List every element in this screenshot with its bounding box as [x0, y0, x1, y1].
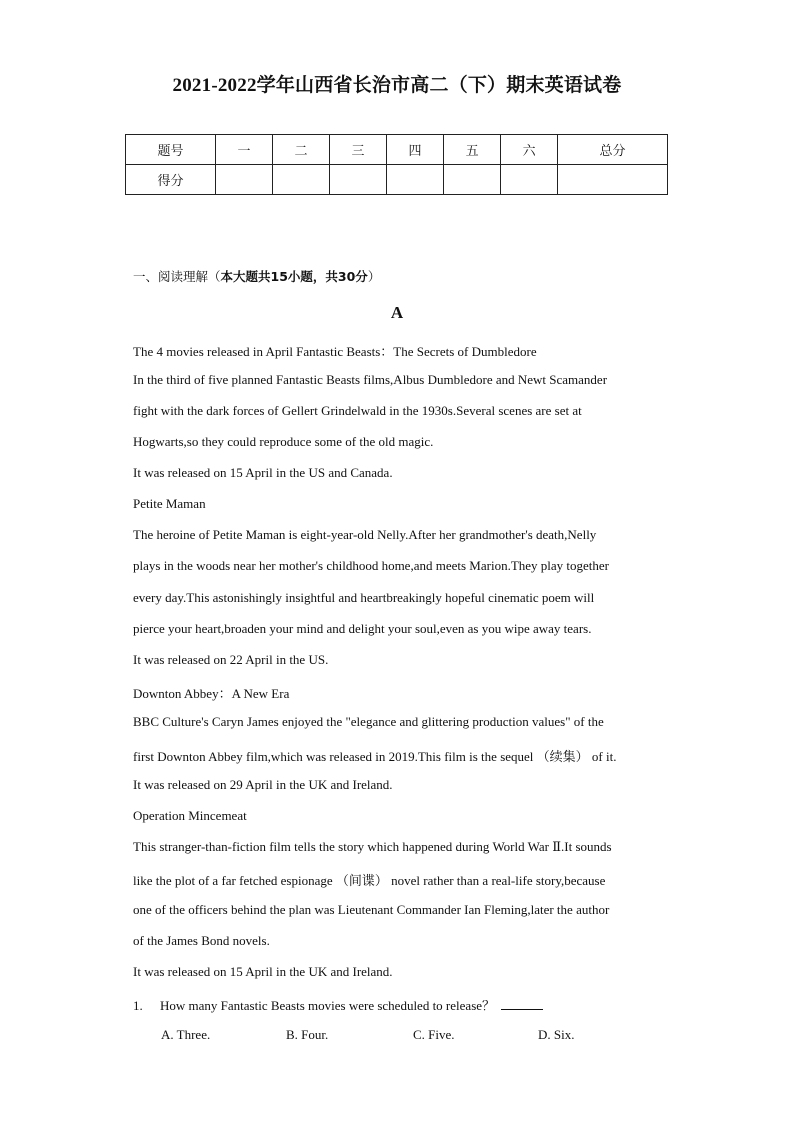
- score-header-cell: 题号: [126, 135, 216, 165]
- passage-line: The 4 movies released in April Fantastic Beasts：The Secrets of Dumbledore: [133, 344, 537, 359]
- option-b[interactable]: B. Four.: [286, 1027, 329, 1042]
- score-cell: [444, 165, 501, 195]
- passage-line: Petite Maman: [133, 496, 206, 511]
- score-cell: [501, 165, 558, 195]
- passage-line: Hogwarts,so they could reproduce some of the old magic.: [133, 434, 434, 449]
- question-number: 1.: [133, 998, 143, 1013]
- passage-line: It was released on 15 April in the UK and Ireland.: [133, 964, 393, 979]
- page-title: 2021-2022学年山西省长治市高二（下）期末英语试卷: [172, 75, 622, 96]
- passage-line: This stranger-than-fiction film tells the story which happened during World War Ⅱ.It sounds: [133, 839, 612, 854]
- passage-line: first Downton Abbey film,which was released in 2019.This film is the sequel （续集） of it.: [133, 749, 617, 764]
- score-cell: [273, 165, 330, 195]
- passage-letter: A: [390, 303, 404, 322]
- passage-line: The heroine of Petite Maman is eight-year-old Nelly.After her grandmother's death,Nelly: [133, 527, 597, 542]
- score-table: [125, 134, 668, 195]
- option-c[interactable]: C. Five.: [413, 1027, 455, 1042]
- score-row-label: 得分: [126, 165, 216, 195]
- score-header-cell: 总分: [558, 135, 668, 165]
- passage-line: one of the officers behind the plan was Lieutenant Commander Ian Fleming,later the author: [133, 902, 610, 917]
- score-header-cell: 一: [216, 135, 273, 165]
- score-table-header-row: [126, 135, 668, 165]
- section-detail: 本大题共15小题，共30分: [220, 269, 368, 284]
- passage-line: Downton Abbey：A New Era: [133, 686, 290, 701]
- passage-line: It was released on 15 April in the US and Canada.: [133, 465, 393, 480]
- score-header-cell: 四: [387, 135, 444, 165]
- question-text: How many Fantastic Beasts movies were scheduled to release？: [160, 998, 496, 1013]
- section-heading: 一、阅读理解（本大题共15小题，共30分）: [133, 269, 381, 284]
- question-1: [133, 995, 543, 1014]
- passage-line: In the third of five planned Fantastic Beasts films,Albus Dumbledore and Newt Scamander: [133, 372, 608, 387]
- passage-line: Operation Mincemeat: [133, 808, 247, 823]
- answer-blank[interactable]: [501, 997, 543, 1010]
- passage-line: It was released on 29 April in the UK and Ireland.: [133, 777, 393, 792]
- score-header-cell: 六: [501, 135, 558, 165]
- passage-line: of the James Bond novels.: [133, 933, 270, 948]
- score-header-cell: 三: [330, 135, 387, 165]
- option-a[interactable]: A. Three.: [161, 1027, 211, 1042]
- score-cell: [330, 165, 387, 195]
- passage-line: every day.This astonishingly insightful and heartbreakingly hopeful cinematic poem will: [133, 590, 595, 605]
- score-cell: [216, 165, 273, 195]
- option-d[interactable]: D. Six.: [538, 1027, 575, 1042]
- passage-line: like the plot of a far fetched espionage （间谍） novel rather than a real-life story,because: [133, 873, 606, 888]
- score-header-cell: 二: [273, 135, 330, 165]
- score-cell: [387, 165, 444, 195]
- passage-line: pierce your heart,broaden your mind and delight your soul,even as you wipe away tears.: [133, 621, 592, 636]
- passage-line: fight with the dark forces of Gellert Grindelwald in the 1930s.Several scenes are set at: [133, 403, 582, 418]
- passage-line: plays in the woods near her mother's childhood home,and meets Marion.They play together: [133, 558, 609, 573]
- score-header-cell: 五: [444, 135, 501, 165]
- passage-line: BBC Culture's Caryn James enjoyed the "elegance and glittering production values" of the: [133, 714, 604, 729]
- score-cell: [558, 165, 668, 195]
- score-table-score-row: [126, 165, 668, 195]
- passage-line: It was released on 22 April in the US.: [133, 652, 329, 667]
